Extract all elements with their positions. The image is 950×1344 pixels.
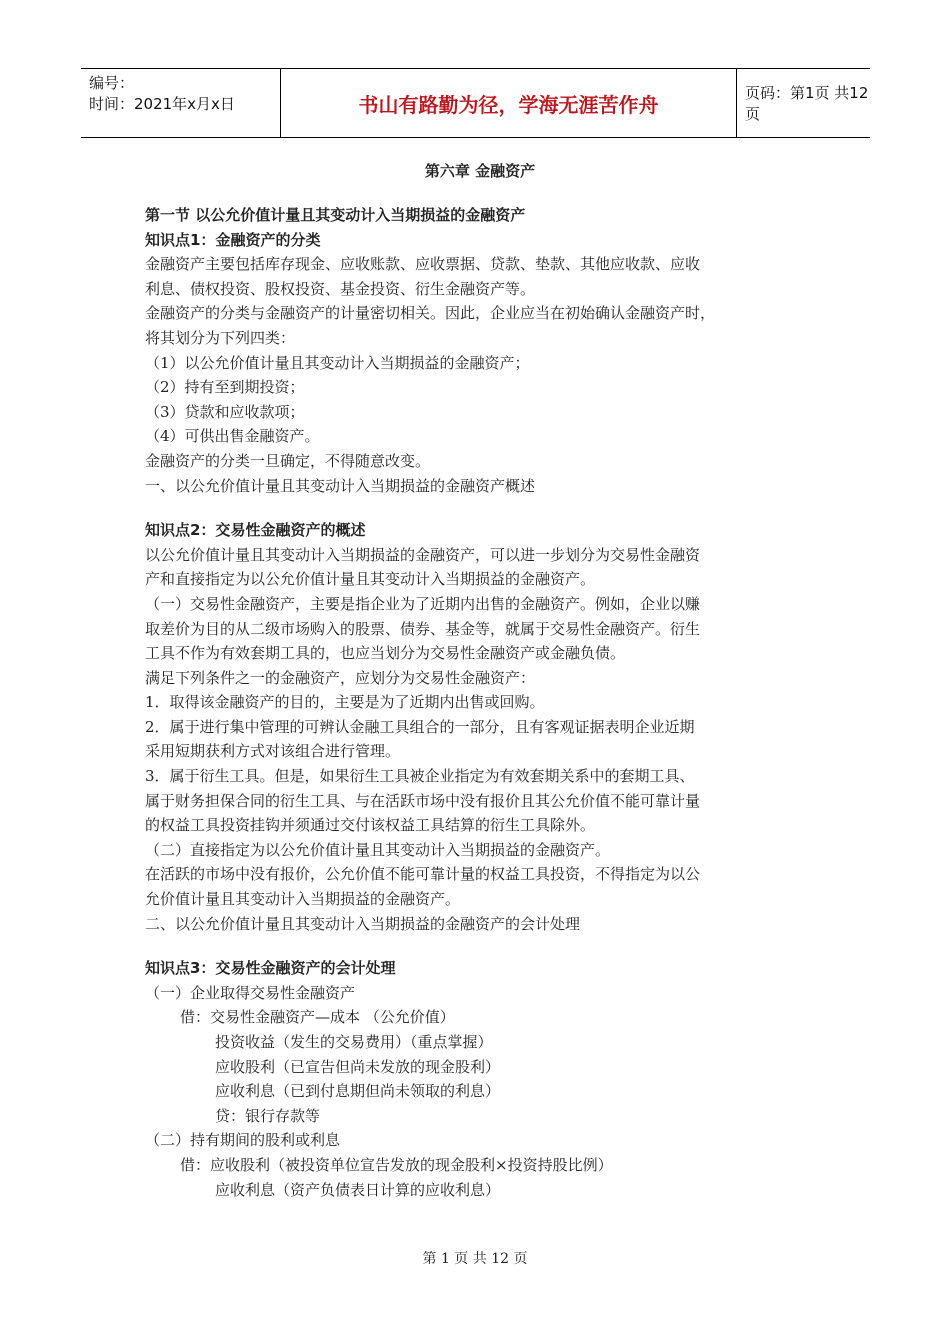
paragraph-line: （2）持有至到期投资；	[145, 378, 305, 397]
date-label: 时间：2021年x月x日	[89, 95, 235, 113]
paragraph-line: 金融资产的分类一旦确定，不得随意改变。	[145, 451, 431, 470]
paragraph-line: （3）贷款和应收款项；	[145, 402, 305, 421]
chapter-title: 第六章 金融资产	[424, 162, 536, 180]
knowledge-point-3-title: 知识点3：交易性金融资产的会计处理	[145, 959, 396, 978]
header-page-label: 页码：第1页 共12页	[745, 84, 869, 123]
journal-entry-line: 投资收益（发生的交易费用）（重点掌握）	[215, 1033, 493, 1051]
paragraph-line: 在活跃的市场中没有报价，公允价值不能可靠计量的权益工具投资，不得指定为以公	[145, 865, 701, 884]
paragraph-line: 金融资产主要包括库存现金、应收账款、应收票据、贷款、垫款、其他应收款、应收	[145, 255, 701, 274]
knowledge-point-2-body	[145, 543, 815, 937]
knowledge-point-2-title: 知识点2：交易性金融资产的概述	[145, 521, 366, 540]
journal-entry-line: 借：应收股利（被投资单位宣告发放的现金股利×投资持股比例）	[180, 1155, 613, 1174]
document-body	[145, 150, 815, 1202]
knowledge-point-1-title: 知识点1：金融资产的分类	[145, 230, 321, 249]
journal-entry-line: 应收利息（资产负债表日计算的应收利息）	[215, 1180, 501, 1199]
page-footer: 第 1 页 共 12 页	[422, 1251, 528, 1267]
paragraph-line: 利息、债权投资、股权投资、基金投资、衍生金融资产等。	[145, 279, 536, 298]
paragraph-line: 3．属于衍生工具。但是，如果衍生工具被企业指定为有效套期关系中的套期工具、	[145, 767, 695, 786]
journal-entry-line: 借：交易性金融资产—成本 （公允价值）	[180, 1008, 455, 1027]
paragraph-line: 2．属于进行集中管理的可辨认金融工具组合的一部分，且有客观证据表明企业近期	[145, 717, 695, 736]
section-title: 第一节 以公允价值计量且其变动计入当期损益的金融资产	[145, 206, 526, 224]
paragraph-line: （4）可供出售金融资产。	[145, 427, 320, 446]
subsection-heading: （一）企业取得交易性金融资产	[145, 983, 356, 1002]
paragraph-line: 属于财务担保合同的衍生工具、与在活跃市场中没有报价且其公允价值不能可靠计量	[145, 791, 701, 810]
paragraph-line: （1）以公允价值计量且其变动计入当期损益的金融资产；	[145, 353, 530, 372]
paragraph-line: 满足下列条件之一的金融资产，应划分为交易性金融资产：	[145, 668, 536, 687]
paragraph-line: 一、以公允价值计量且其变动计入当期损益的金融资产概述	[145, 476, 536, 495]
paragraph-line: （一）交易性金融资产，主要是指企业为了近期内出售的金融资产。例如，企业以赚	[145, 594, 701, 613]
knowledge-point-3-body	[145, 981, 815, 1202]
paragraph-line: 允价值计量且其变动计入当期损益的金融资产。	[145, 890, 461, 909]
paragraph-line: 的权益工具投资挂钩并须通过交付该权益工具结算的衍生工具除外。	[145, 816, 596, 835]
header-motto: 书山有路勤为径，学海无涯苦作舟	[280, 69, 737, 137]
paragraph-line: 二、以公允价值计量且其变动计入当期损益的金融资产的会计处理	[145, 914, 581, 933]
journal-entry-line: 贷：银行存款等	[215, 1106, 321, 1125]
paragraph-line: 金融资产的分类与金融资产的计量密切相关。因此，企业应当在初始确认金融资产时，	[145, 304, 716, 323]
paragraph-line: 以公允价值计量且其变动计入当期损益的金融资产，可以进一步划分为交易性金融资	[145, 545, 701, 564]
knowledge-point-1-body	[145, 252, 815, 498]
paragraph-line: 产和直接指定为以公允价值计量且其变动计入当期损益的金融资产。	[145, 570, 596, 589]
paragraph-line: （二）直接指定为以公允价值计量且其变动计入当期损益的金融资产。	[145, 840, 611, 859]
paragraph-line: 工具不作为有效套期工具的，也应当划分为交易性金融资产或金融负债。	[145, 644, 626, 663]
journal-entry-line: 应收股利（已宣告但尚未发放的现金股利）	[215, 1057, 501, 1076]
paragraph-line: 将其划分为下列四类：	[145, 328, 296, 347]
page-header	[81, 68, 870, 138]
number-label: 编号：	[89, 74, 135, 92]
paragraph-line: 1．取得该金融资产的目的，主要是为了近期内出售或回购。	[145, 693, 545, 712]
paragraph-line: 取差价为目的从二级市场购入的股票、债券、基金等，就属于交易性金融资产。衍生	[145, 619, 701, 638]
subsection-heading: （二）持有期间的股利或利息	[145, 1131, 341, 1150]
paragraph-line: 采用短期获利方式对该组合进行管理。	[145, 742, 401, 761]
journal-entry-line: 应收利息（已到付息期但尚未领取的利息）	[215, 1082, 501, 1101]
header-meta	[81, 69, 280, 137]
